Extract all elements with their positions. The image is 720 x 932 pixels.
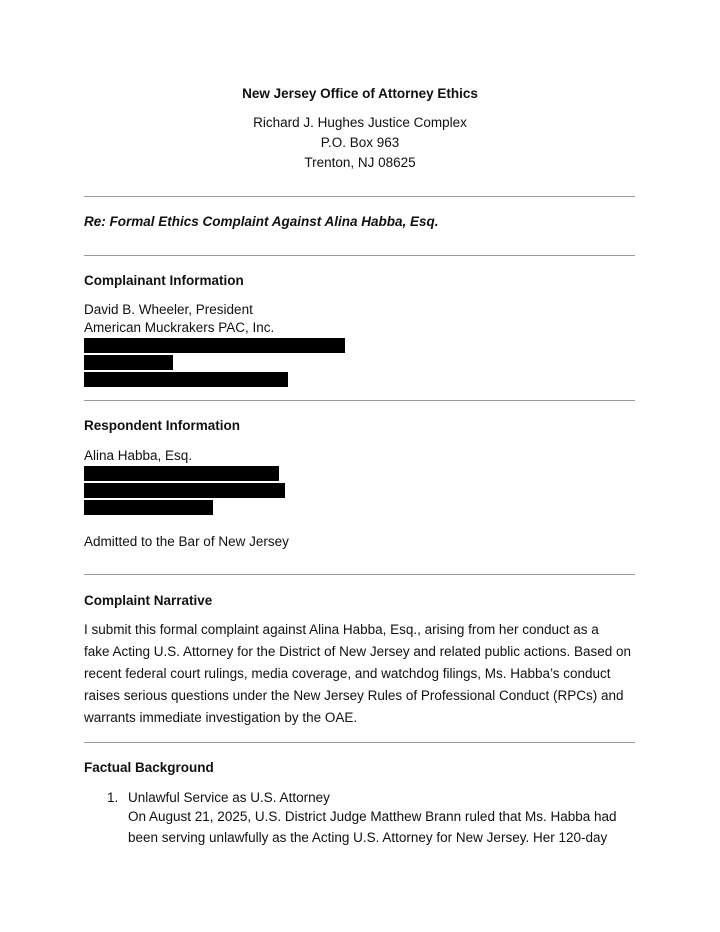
narrative-line: raises serious questions under the New Jersey Rules of Professional Conduct (RPCs) and bbox=[84, 688, 624, 703]
narrative-line: warrants immediate investigation by the OAE. bbox=[84, 710, 358, 725]
list-item-title: Unlawful Service as U.S. Attorney bbox=[128, 790, 330, 805]
address-line-2: P.O. Box 963 bbox=[320, 135, 400, 150]
complainant-name: David B. Wheeler, President bbox=[84, 302, 253, 317]
office-name: New Jersey Office of Attorney Ethics bbox=[242, 86, 478, 101]
divider bbox=[84, 400, 635, 401]
redaction-bar bbox=[84, 372, 288, 387]
background-heading: Factual Background bbox=[84, 760, 214, 775]
complainant-heading: Complainant Information bbox=[84, 273, 244, 288]
divider bbox=[84, 255, 635, 256]
narrative-line: I submit this formal complaint against Alina Habba, Esq., arising from her conduct as a bbox=[84, 622, 599, 637]
address-line-3: Trenton, NJ 08625 bbox=[304, 155, 416, 170]
narrative-line: fake Acting U.S. Attorney for the District of New Jersey and related public actions. Based on bbox=[84, 644, 632, 659]
divider bbox=[84, 196, 635, 197]
respondent-heading: Respondent Information bbox=[84, 418, 240, 433]
redaction-bar bbox=[84, 338, 345, 353]
list-number: 1. bbox=[107, 790, 119, 805]
redaction-bar bbox=[84, 483, 285, 498]
complainant-org: American Muckrakers PAC, Inc. bbox=[84, 320, 275, 335]
narrative-heading: Complaint Narrative bbox=[84, 593, 213, 608]
list-item-line: been serving unlawfully as the Acting U.S. Attorney for New Jersey. Her 120-day bbox=[128, 830, 608, 845]
divider bbox=[84, 742, 635, 743]
respondent-name: Alina Habba, Esq. bbox=[84, 448, 193, 463]
redaction-bar bbox=[84, 466, 279, 481]
address-line-1: Richard J. Hughes Justice Complex bbox=[253, 115, 467, 130]
respondent-admission: Admitted to the Bar of New Jersey bbox=[84, 534, 289, 549]
redaction-bar bbox=[84, 355, 173, 370]
list-item-line: On August 21, 2025, U.S. District Judge Matthew Brann ruled that Ms. Habba had bbox=[128, 809, 617, 824]
redaction-bar bbox=[84, 500, 213, 515]
narrative-line: recent federal court rulings, media coverage, and watchdog filings, Ms. Habba’s conduct bbox=[84, 666, 611, 681]
narrative-paragraph bbox=[84, 619, 640, 729]
divider bbox=[84, 574, 635, 575]
re-line: Re: Formal Ethics Complaint Against Alina Habba, Esq. bbox=[84, 214, 439, 229]
